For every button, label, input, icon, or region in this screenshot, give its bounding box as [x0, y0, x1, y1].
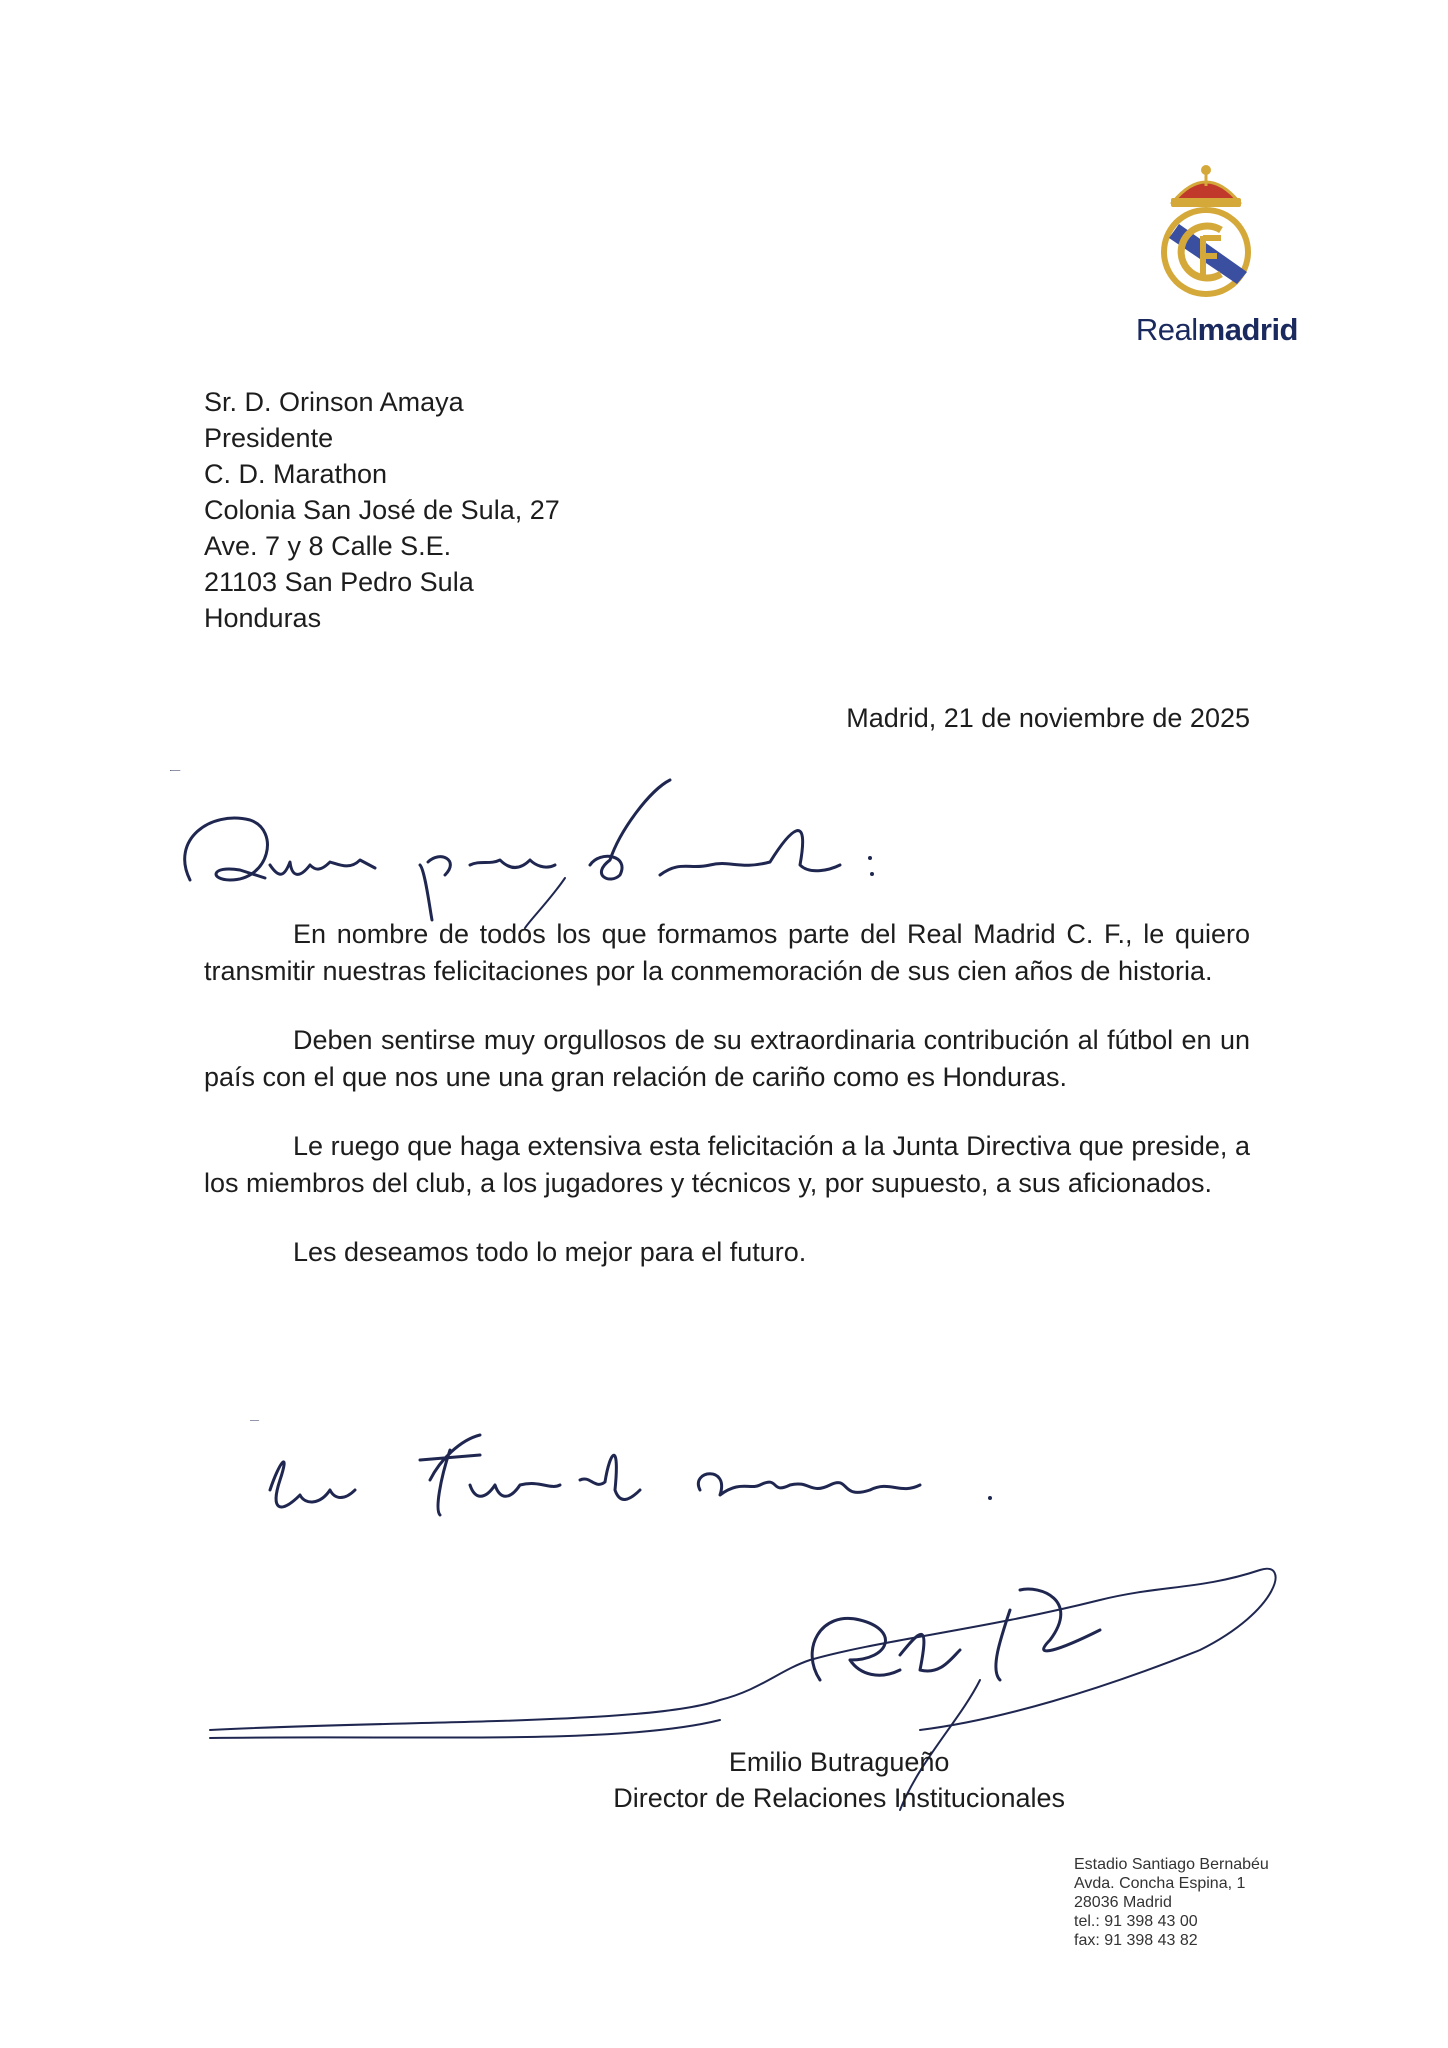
- recipient-address: [204, 384, 560, 636]
- signer-name: Emilio Butragueño: [728, 1747, 950, 1777]
- body-paragraph: Les deseamos todo lo mejor para el futuro.: [293, 1237, 807, 1267]
- signer-title: Director de Relaciones Institucionales: [613, 1783, 1065, 1813]
- signer-block: [613, 1744, 1065, 1816]
- footer-line: Avda. Concha Espina, 1: [1074, 1875, 1246, 1892]
- brand-wordmark: [1110, 312, 1298, 348]
- footer-address: [1074, 1855, 1269, 1950]
- footer-line: tel.: 91 398 43 00: [1074, 1913, 1198, 1930]
- recipient-line: 21103 San Pedro Sula: [204, 567, 474, 597]
- recipient-line: C. D. Marathon: [204, 459, 388, 489]
- salutation-text: Querido presidente:: [170, 770, 181, 771]
- closing-text: Un fuerte abrazo.: [250, 1420, 259, 1421]
- brand-wordmark-bold: madrid: [1197, 312, 1298, 347]
- recipient-line: Honduras: [204, 603, 322, 633]
- footer-line: fax: 91 398 43 82: [1074, 1932, 1198, 1949]
- footer-line: Estadio Santiago Bernabéu: [1074, 1856, 1269, 1873]
- letter-body: [204, 916, 1250, 1303]
- handwritten-closing: [250, 1420, 1010, 1530]
- recipient-line: Presidente: [204, 423, 334, 453]
- letter-date: Madrid, 21 de noviembre de 2025: [846, 703, 1250, 733]
- body-paragraph: Deben sentirse muy orgullosos de su extraordinaria contribución al fútbol en un país con el que nos une una gran relación de cariño como es Honduras.: [204, 1025, 1250, 1092]
- recipient-line: Colonia San José de Sula, 27: [204, 495, 560, 525]
- body-paragraph: En nombre de todos los que formamos parte del Real Madrid C. F., le quiero transmitir nuestras felicitaciones por la conmemoración de sus cien años de historia.: [204, 919, 1250, 986]
- footer-line: 28036 Madrid: [1074, 1894, 1172, 1911]
- recipient-line: Sr. D. Orinson Amaya: [204, 387, 464, 417]
- brand-wordmark-light: Real: [1135, 312, 1198, 347]
- handwritten-salutation: [170, 770, 890, 930]
- real-madrid-crest-icon: [1151, 160, 1261, 300]
- recipient-line: Ave. 7 y 8 Calle S.E.: [204, 531, 452, 561]
- body-paragraph: Le ruego que haga extensiva esta felicitación a la Junta Directiva que preside, a los miembros del club, a los jugadores y técnicos y, por supuesto, a sus aficionados.: [204, 1131, 1250, 1198]
